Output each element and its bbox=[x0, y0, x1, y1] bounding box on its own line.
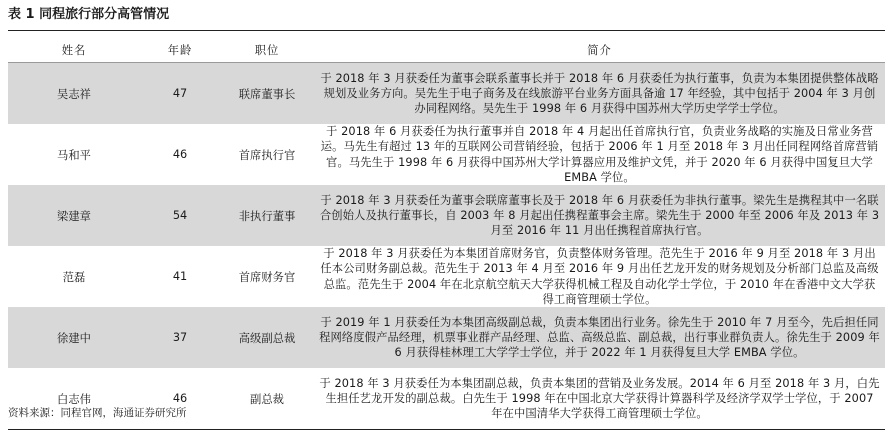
cell-bio: 于 2018 年 3 月获委任为董事会联系董事长并于 2018 年 6 月获委任为执行董事，负责为本集团提供整体战略规划及业务方向。吴先生于电子商务及在线旅游平台业务方面具备逾 17 年经验，其中包括于 2004 年 3 月创办同程网络。吴先生于 1998 年 6 月获得中国苏州大学历史学学士学位。 bbox=[314, 63, 885, 125]
table-row bbox=[8, 124, 885, 185]
cell-name: 范磊 bbox=[62, 270, 86, 284]
cell-position: 首席执行官 bbox=[238, 148, 296, 162]
cell-position: 首席财务官 bbox=[238, 270, 296, 284]
table-title: 表 1 同程旅行部分高管情况 bbox=[8, 7, 170, 22]
cell-age: 46 bbox=[140, 368, 220, 430]
cell-bio: 于 2019 年 1 月获委任为本集团高级副总裁，负责本集团出行业务。徐先生于 2010 年 7 月至今，先后担任同程网络度假产品经理，机票事业群产品经理、总监、高级总监、副总裁，出行事业群负责人。徐先生于 2009 年 6 月获得桂林理工大学学士学位，并于 2022 年 1 月获得复旦大学 EMBA 学位。 bbox=[314, 307, 885, 368]
table-row bbox=[8, 63, 885, 125]
cell-age: 46 bbox=[172, 148, 188, 161]
cell-bio: 于 2018 年 3 月获委任为董事会联席董事长及于 2018 年 6 月获委任为非执行董事。梁先生是携程其中一名联合创始人及执行董事长，自 2003 年 8 月起出任携程董事会主席。梁先生于 2000 年至 2006 年及 2013 年 3 月至 2016 年 11 月出任携程首席执行官。 bbox=[314, 185, 885, 246]
table-row bbox=[8, 246, 885, 307]
source-note: 资料来源：同程官网，海通证券研究所 bbox=[8, 407, 187, 419]
cell-position: 非执行董事 bbox=[220, 185, 314, 246]
table-row bbox=[8, 307, 885, 368]
cell-age: 47 bbox=[140, 63, 220, 125]
cell-name: 吴志祥 bbox=[8, 63, 140, 125]
header-bio: 简介 bbox=[314, 38, 885, 63]
header-name: 姓名 bbox=[8, 38, 140, 63]
cell-name: 马和平 bbox=[57, 148, 91, 162]
cell-position: 联席董事长 bbox=[220, 63, 314, 125]
executive-table bbox=[8, 38, 885, 430]
table-row bbox=[8, 185, 885, 246]
header-age: 年龄 bbox=[140, 38, 220, 63]
header-position: 职位 bbox=[220, 38, 314, 63]
cell-bio: 于 2018 年 3 月获委任为本集团首席财务官，负责整体财务管理。范先生于 2016 年 9 月至 2018 年 3 月出任本公司财务副总裁。范先生于 2013 年 4 月至 2016 年 9 月出任艺龙开发的财务规划及分析部门总监及高级总监。范先生于 2004 年在北京航空航天大学获得机械工程及自动化学士学位，于 2010 年在香港中文大学获得工商管理硕士学位。 bbox=[320, 247, 879, 306]
header-row bbox=[8, 38, 885, 63]
cell-age: 41 bbox=[172, 270, 188, 283]
cell-name: 白志伟 bbox=[8, 368, 140, 430]
cell-age: 54 bbox=[140, 185, 220, 246]
cell-bio: 于 2018 年 3 月获委任为本集团副总裁，负责本集团的营销及业务发展。2014 年 6 月至 2018 年 3 月，白先生担任艺龙开发的副总裁。白先生于 1998 年在中国北京大学获得计算器科学及经济学双学士学位，于 2007 年在中国清华大学获得工商管理硕士学位。 bbox=[314, 368, 885, 430]
cell-bio: 于 2018 年 6 月获委任为执行董事并自 2018 年 4 月起出任首席执行官，负责业务战略的实施及日常业务营运。马先生有超过 13 年的互联网公司营销经验，包括于 2006 年 1 月至 2018 年 3 月出任同程网络首席营销官。马先生于 1998 年 6 月获得中国苏州大学计算器应用及维护文凭，并于 2020 年 6 月获得中国复旦大学 EMBA 学位。 bbox=[320, 125, 879, 184]
cell-age: 37 bbox=[140, 307, 220, 368]
cell-position: 高级副总裁 bbox=[220, 307, 314, 368]
top-rule bbox=[8, 30, 885, 31]
cell-name: 梁建章 bbox=[8, 185, 140, 246]
cell-name: 徐建中 bbox=[8, 307, 140, 368]
cell-position: 副总裁 bbox=[220, 368, 314, 430]
